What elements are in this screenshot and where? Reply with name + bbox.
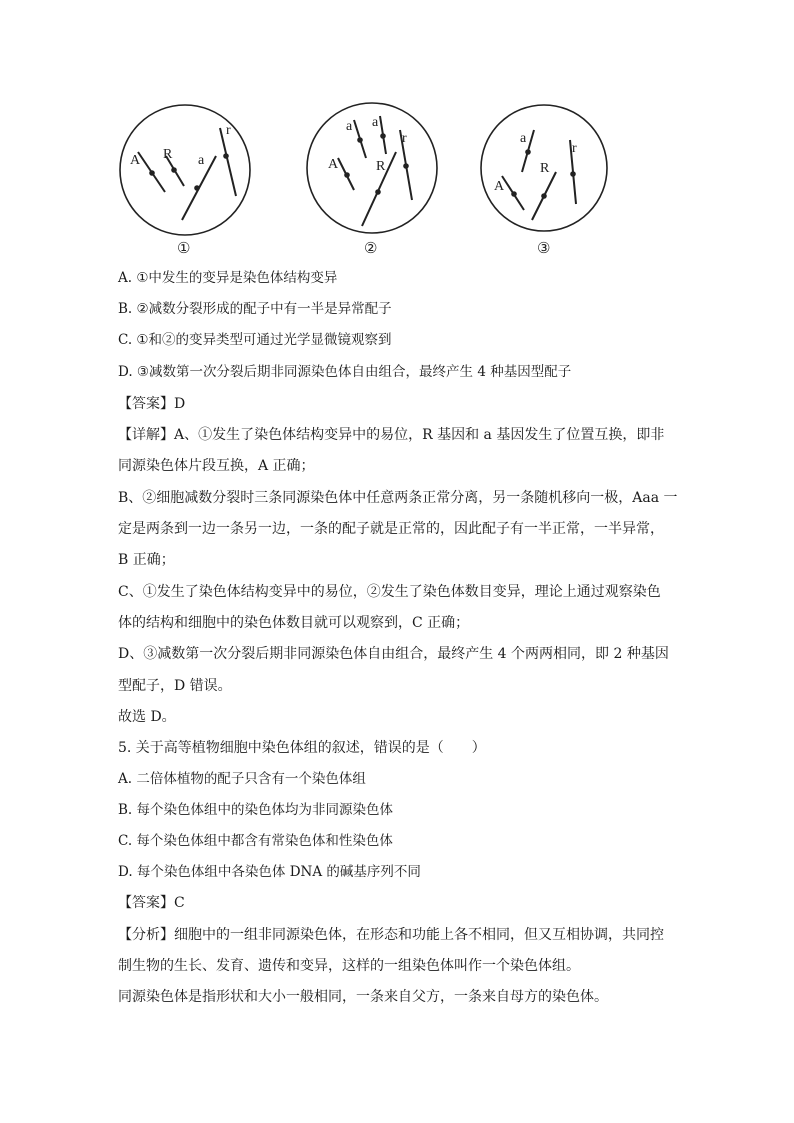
- centromere: [194, 185, 200, 191]
- q5-answer: 【答案】C: [118, 895, 185, 911]
- gene-label: A: [130, 153, 141, 168]
- q5-analysis-line: 【分析】细胞中的一组非同源染色体，在形态和功能上各不相同，但又互相协调，共同控: [118, 927, 664, 943]
- q5-analysis-line: 同源染色体是指形状和大小一般相同，一条来自父方，一条来自母方的染色体。: [118, 989, 608, 1005]
- gene-label: a: [372, 115, 379, 130]
- chromosome-figure: [110, 100, 630, 265]
- cell-2: [307, 103, 437, 257]
- gene-label: A: [328, 157, 339, 172]
- gene-label: R: [163, 147, 173, 162]
- chromosome-r: [220, 128, 236, 196]
- q4-explanation-line: D、③减数第一次分裂后期非同源染色体自由组合，最终产生 4 个两两相同，即 2 种基因: [118, 646, 669, 662]
- q4-explanation-line: 定是两条到一边一条另一边，一条的配子就是正常的，因此配子有一半正常，一半异常，: [118, 521, 664, 537]
- centromere: [570, 171, 576, 177]
- q4-explanation-line: B、②细胞减数分裂时三条同源染色体中任意两条正常分离，另一条随机移向一极，Aaa 一: [118, 490, 678, 506]
- cell-3: [481, 105, 607, 257]
- q4-option-d: D. ③减数第一次分裂后期非同源染色体自由组合，最终产生 4 种基因型配子: [118, 364, 572, 380]
- q5-option-d: D. 每个染色体组中各染色体 DNA 的碱基序列不同: [118, 864, 421, 880]
- q4-answer: 【答案】D: [118, 396, 186, 412]
- centromere: [357, 137, 363, 143]
- q4-explanation-line: C、①发生了染色体结构变异中的易位，②发生了染色体数目变异，理论上通过观察染色: [118, 584, 661, 600]
- centromere: [380, 133, 386, 139]
- gene-label: r: [226, 123, 231, 138]
- centromere: [541, 193, 547, 199]
- q4-option-a: A. ①中发生的变异是染色体结构变异: [118, 270, 338, 286]
- gene-label: A: [494, 179, 505, 194]
- q4-option-b: B. ②减数分裂形成的配子中有一半是异常配子: [118, 301, 392, 317]
- q5-option-c: C. 每个染色体组中都含有常染色体和性染色体: [118, 833, 393, 849]
- centromere: [525, 149, 531, 155]
- cell-label: ①: [177, 241, 191, 257]
- centromere: [375, 189, 381, 195]
- q4-explanation-line: 【详解】A、①发生了染色体结构变异中的易位，R 基因和 a 基因发生了位置互换，即非: [118, 427, 665, 443]
- gene-label: r: [402, 131, 407, 146]
- q5-option-a: A. 二倍体植物的配子只含有一个染色体组: [118, 771, 366, 787]
- centromere: [171, 167, 177, 173]
- centromere: [344, 172, 350, 178]
- gene-label: a: [520, 131, 527, 146]
- q5-option-b: B. 每个染色体组中的染色体均为非同源染色体: [118, 802, 394, 818]
- cell-label: ③: [537, 241, 551, 257]
- q4-conclusion: 故选 D。: [118, 709, 176, 725]
- centromere: [511, 191, 517, 197]
- q5-stem: 5. 关于高等植物细胞中染色体组的叙述，错误的是（ ）: [118, 740, 486, 756]
- q4-explanation-line: 体的结构和细胞中的染色体数目就可以观察到，C 正确；: [118, 615, 470, 631]
- q4-option-c: C. ①和②的变异类型可通过光学显微镜观察到: [118, 332, 392, 348]
- cell-label: ②: [364, 241, 378, 257]
- q4-explanation-line: 型配子，D 错误。: [118, 678, 232, 694]
- centromere: [149, 170, 155, 176]
- gene-label: a: [198, 153, 205, 168]
- cell-1: [120, 105, 250, 257]
- q4-explanation-line: B 正确；: [118, 552, 175, 568]
- gene-label: a: [346, 119, 353, 134]
- centromere: [403, 163, 409, 169]
- centromere: [223, 153, 229, 159]
- gene-label: r: [572, 141, 577, 156]
- gene-label: R: [540, 161, 550, 176]
- q5-analysis-line: 制生物的生长、发育、遗传和变异，这样的一组染色体叫作一个染色体组。: [118, 958, 580, 974]
- q4-explanation-line: 同源染色体片段互换，A 正确；: [118, 458, 315, 474]
- gene-label: R: [376, 159, 386, 174]
